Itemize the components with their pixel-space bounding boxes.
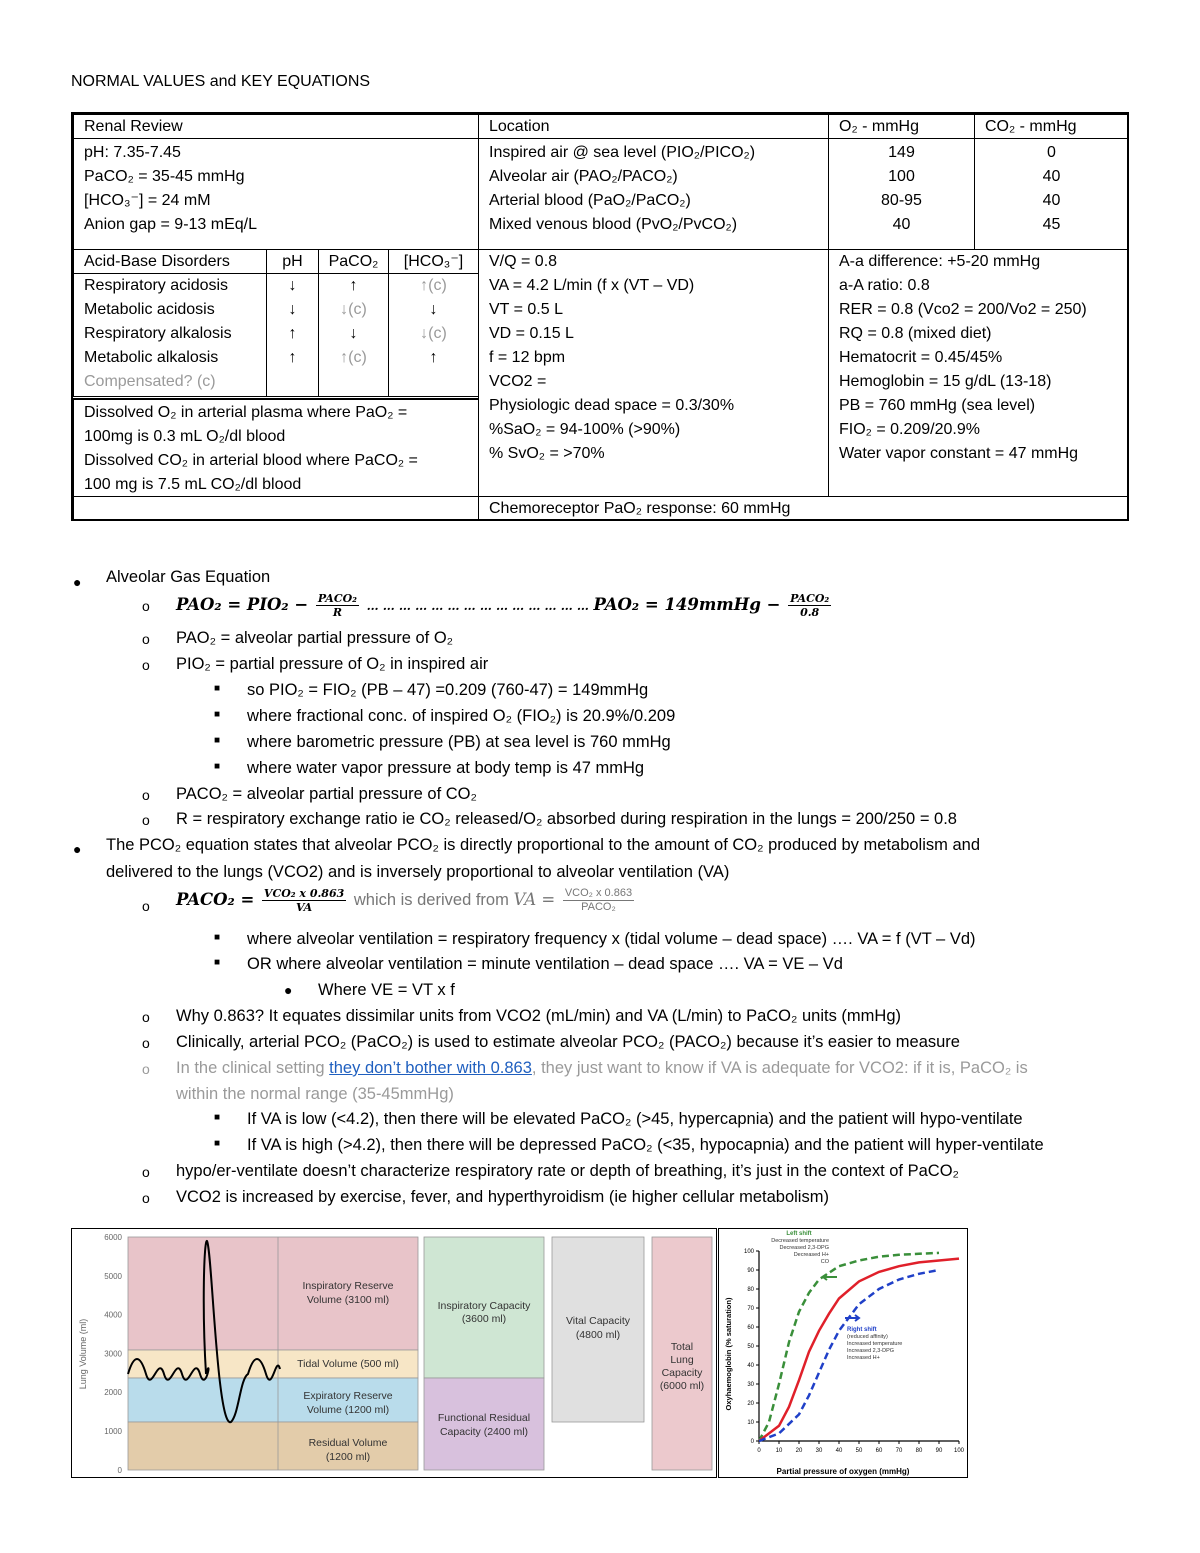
square-bullet-icon: ■ (214, 1138, 221, 1149)
lung-ytick: 5000 (104, 1271, 122, 1281)
location-header: Location (478, 114, 829, 139)
arrow: ↓ (288, 277, 297, 294)
pao2-definition: PAO₂ = alveolar partial pressure of O₂ (176, 629, 454, 647)
ph-header: pH (266, 249, 319, 274)
misc-line: Water vapor constant = 47 mmHg (839, 445, 1079, 462)
renal-anion-gap: Anion gap = 9-13 mEq/L (84, 216, 258, 233)
frc-label-1: Functional Residual (437, 1412, 531, 1424)
circle-bullet-icon: o (142, 1009, 150, 1025)
vc-label-2: (4800 ml) (575, 1329, 621, 1341)
misc-line: Hematocrit = 0.45/45% (839, 349, 1003, 366)
lung-volume-figure (71, 1228, 717, 1478)
why-0863: Why 0.863? It equates dissimilar units from VCO2 (mL/min) and VA (L/min) to PaCO₂ units (mmHg) (176, 1007, 902, 1025)
y-tick-label: 70 (747, 1306, 754, 1312)
o2-values (828, 138, 975, 250)
va-high: If VA is high (>4.2), then there will be depressed PaCO₂ (<35, hypocapnia) and the patient will hyper-ventilate (247, 1136, 1044, 1154)
circle-bullet-icon: o (142, 631, 150, 647)
paco2-definition: PACO₂ = alveolar partial pressure of CO₂ (176, 785, 477, 803)
empty-cell (73, 496, 479, 521)
rv-label-1: Residual Volume (308, 1437, 388, 1449)
o2-header: O₂ - mmHg (828, 114, 975, 139)
bullet-icon: ● (284, 982, 293, 998)
y-tick-label: 0 (750, 1439, 754, 1445)
disorder-names (73, 273, 267, 397)
o2-value: 149 (888, 144, 915, 161)
x-tick-label: 100 (953, 1448, 965, 1454)
arrow: ↑ (288, 325, 297, 342)
co2-value: 40 (1042, 168, 1061, 185)
irv-label-2: Volume (3100 ml) (306, 1294, 390, 1306)
x-tick-label: 60 (875, 1448, 883, 1454)
renal-header: Renal Review (73, 114, 479, 139)
vent-line: VCO2 = (489, 373, 547, 390)
y-tick-label: 60 (747, 1325, 754, 1331)
disorder-resp-alkalosis: Respiratory alkalosis (84, 325, 232, 342)
location-rows (478, 138, 829, 250)
square-bullet-icon: ■ (214, 683, 221, 694)
acid-base-header: Acid-Base Disorders (73, 249, 267, 274)
lung-ytick: 2000 (104, 1388, 122, 1398)
co2-value: 0 (1047, 144, 1056, 161)
vent-line: VA = 4.2 L/min (f x (VT – VD) (489, 277, 695, 294)
arrow: ↑ (429, 349, 438, 366)
circle-bullet-icon: o (142, 1061, 150, 1077)
square-bullet-icon: ■ (214, 932, 221, 943)
alveolar-gas-title: Alveolar Gas Equation (106, 568, 271, 586)
oxygen-dissociation-chart (718, 1228, 968, 1478)
arrow: ↓ (349, 325, 358, 342)
renal-paco2: PaCO₂ = 35-45 mmHg (84, 168, 245, 185)
o2-value: 80-95 (881, 192, 922, 209)
x-tick-label: 80 (915, 1448, 923, 1454)
clinical-note: Clinically, arterial PCO₂ (PaCO₂) is used to estimate alveolar PCO₂ (PACO₂) because it’s easier to measure (176, 1033, 960, 1051)
tlc-label-2: Lung (670, 1354, 694, 1366)
circle-bullet-icon: o (142, 812, 150, 828)
square-bullet-icon: ■ (214, 761, 221, 772)
vent-line: Physiologic dead space = 0.3/30% (489, 397, 735, 414)
x-tick-label: 20 (795, 1448, 803, 1454)
left-arrow-icon (823, 1274, 837, 1280)
pco2-equation: PACO₂ = $\frac{\text{VCO₂ x 0.863}}{VA}$ which is derived from VA = $\frac{\text{VCO₂ x 0.863}}{\text{PACO₂}}$ (176, 887, 633, 915)
x-tick-label: 70 (895, 1448, 903, 1454)
x-tick-label: 30 (815, 1448, 823, 1454)
circle-bullet-icon: o (142, 657, 150, 673)
dissolved-gases (73, 398, 479, 497)
x-tick-label: 90 (935, 1448, 943, 1454)
arrow: ↓ (288, 301, 297, 318)
arrow: ↓(c) (420, 325, 447, 342)
lung-ytick: 3000 (104, 1349, 122, 1359)
tlc-label-1: Total (670, 1341, 694, 1353)
circle-bullet-icon: o (142, 598, 150, 614)
alv-vent-alt: OR where alveolar ventilation = minute ventilation – dead space …. VA = VE – Vd (247, 955, 843, 973)
right-shift-title: Right shift (847, 1327, 877, 1333)
note-link[interactable]: they don’t bother with 0.863 (329, 1059, 532, 1077)
co2-value: 45 (1042, 216, 1061, 233)
disorder-met-acidosis: Metabolic acidosis (84, 301, 215, 318)
misc-values (828, 249, 1129, 497)
renal-values (73, 138, 479, 250)
disorder-resp-acidosis: Respiratory acidosis (84, 277, 229, 294)
lung-ylabel: Lung Volume (ml) (78, 1318, 88, 1390)
rv-label-2: (1200 ml) (325, 1451, 371, 1463)
ph-col (266, 273, 319, 397)
va-low: If VA is low (<4.2), then there will be elevated PaCO₂ (>45, hypercapnia) and the patient will hypo-ventilate (247, 1110, 1023, 1128)
right-note: (reduced affinity) (847, 1334, 888, 1340)
x-tick-label: 10 (775, 1448, 783, 1454)
y-tick-label: 20 (747, 1401, 754, 1407)
lung-ytick: 4000 (104, 1310, 122, 1320)
y-tick-label: 80 (747, 1287, 754, 1293)
right-note: Increased temperature (847, 1341, 903, 1347)
arrow: ↑ (288, 349, 297, 366)
vent-line: VT = 0.5 L (489, 301, 563, 318)
left-shift-title: Left shift (786, 1231, 812, 1237)
tlc-label-3: Capacity (661, 1367, 703, 1379)
ic-label-2: (3600 ml) (461, 1313, 507, 1325)
x-tick-label: 40 (835, 1448, 843, 1454)
left-note: CO (820, 1259, 829, 1265)
misc-line: a-A ratio: 0.8 (839, 277, 930, 294)
tv-label: Tidal Volume (500 ml) (297, 1358, 399, 1370)
arrow: ↑(c) (420, 277, 447, 294)
hco3-header: [HCO₃⁻] (388, 249, 479, 274)
clinical-setting-note-2: within the normal range (35-45mmHg) (176, 1085, 454, 1103)
loc-inspired: Inspired air @ sea level (PIO₂/PICO₂) (489, 144, 756, 161)
circle-bullet-icon: o (142, 898, 150, 914)
vent-line: V/Q = 0.8 (489, 253, 558, 270)
misc-line: PB = 760 mmHg (sea level) (839, 397, 1036, 414)
water-vapor-note: where water vapor pressure at body temp is 47 mmHg (247, 759, 645, 777)
arrow: ↓ (429, 301, 438, 318)
arrow: ↑(c) (340, 349, 367, 366)
chemoreceptor-cell: Chemoreceptor PaO₂ response: 60 mmHg (478, 496, 1129, 521)
circle-bullet-icon: o (142, 1190, 150, 1206)
chart-xlabel: Partial pressure of oxygen (mmHg) (776, 1467, 910, 1476)
r-definition: R = respiratory exchange ratio ie CO₂ released/O₂ absorbed during respiration in the lungs = 200/250 = 0.8 (176, 810, 957, 828)
square-bullet-icon: ■ (214, 957, 221, 968)
hypo-note: hypo/er-ventilate doesn’t characterize respiratory rate or depth of breathing, it’s just in the context of PaCO₂ (176, 1162, 959, 1180)
right-note: Increased 2,3-DPG (847, 1348, 895, 1354)
renal-ph: pH: 7.35-7.45 (84, 144, 181, 161)
circle-bullet-icon: o (142, 1035, 150, 1051)
page-title: NORMAL VALUES and KEY EQUATIONS (71, 73, 371, 90)
erv-label-1: Expiratory Reserve (303, 1390, 393, 1402)
y-tick-label: 30 (747, 1382, 754, 1388)
misc-line: RQ = 0.8 (mixed diet) (839, 325, 992, 342)
misc-line: A-a difference: +5-20 mmHg (839, 253, 1041, 270)
o2-chart-svg (719, 1229, 967, 1477)
vent-line: VD = 0.15 L (489, 325, 574, 342)
paco2-col (318, 273, 389, 397)
ve-formula: Where VE = VT x f (318, 981, 455, 999)
hco3-col (388, 273, 479, 397)
misc-line: RER = 0.8 (Vco2 = 200/Vo2 = 250) (839, 301, 1087, 318)
frc-region (424, 1378, 544, 1470)
misc-line: FIO₂ = 0.209/20.9% (839, 421, 980, 438)
fio2-note: where fractional conc. of inspired O₂ (FIO₂) is 20.9%/0.209 (247, 707, 676, 725)
vent-line: % SvO₂ = >70% (489, 445, 605, 462)
x-tick-label: 50 (855, 1448, 863, 1454)
vc-label-1: Vital Capacity (565, 1315, 631, 1327)
y-tick-label: 10 (747, 1420, 754, 1426)
pio2-calc: so PIO₂ = FIO₂ (PB – 47) =0.209 (760-47) = 149mmHg (247, 681, 649, 699)
y-tick-label: 50 (747, 1344, 754, 1350)
dissolved-line: Dissolved O₂ in arterial plasma where PaO₂ = (84, 404, 408, 421)
square-bullet-icon: ■ (214, 709, 221, 720)
frc-label-2: Capacity (2400 ml) (439, 1426, 529, 1438)
square-bullet-icon: ■ (214, 735, 221, 746)
disorder-met-alkalosis: Metabolic alkalosis (84, 349, 219, 366)
clinical-setting-note: In the clinical setting they don’t bother with 0.863, they just want to know if VA is adequate for VCO2: if it is, PaCO₂ is (176, 1059, 1028, 1077)
renal-hco3: [HCO₃⁻] = 24 mM (84, 192, 211, 209)
right-note: Increased H+ (847, 1355, 880, 1361)
lung-ytick: 1000 (104, 1427, 122, 1436)
arrow: ↑ (349, 277, 358, 294)
loc-venous: Mixed venous blood (PvO₂/PvCO₂) (489, 216, 738, 233)
left-note: Decreased 2,3-DPG (779, 1245, 829, 1251)
alv-vent-formula: where alveolar ventilation = respiratory frequency x (tidal volume – dead space) …. VA = f (VT – Vd) (247, 930, 976, 948)
ic-label-1: Inspiratory Capacity (437, 1300, 531, 1312)
loc-alveolar: Alveolar air (PAO₂/PACO₂) (489, 168, 678, 185)
y-tick-label: 100 (743, 1249, 754, 1255)
y-tick-label: 40 (747, 1363, 754, 1369)
co2-value: 40 (1042, 192, 1061, 209)
pio2-definition: PIO₂ = partial pressure of O₂ in inspired air (176, 655, 489, 673)
bullet-icon: ● (73, 841, 82, 857)
left-note: Decreased temperature (771, 1238, 829, 1244)
y-tick-label: 90 (747, 1268, 754, 1274)
o2-value: 40 (892, 216, 911, 233)
normal-values-table (71, 112, 1129, 521)
vent-line: %SaO₂ = 94-100% (>90%) (489, 421, 681, 438)
lung-volume-svg (72, 1229, 716, 1477)
compensated-note: Compensated? (c) (84, 373, 216, 390)
x-tick-label: 0 (757, 1448, 761, 1454)
square-bullet-icon: ■ (214, 1112, 221, 1123)
bullet-icon: ● (73, 574, 82, 590)
erv-label-2: Volume (1200 ml) (306, 1404, 390, 1416)
pco2-statement-1: The PCO₂ equation states that alveolar PCO₂ is directly proportional to the amount of CO₂ produced by metabolism and (106, 836, 980, 854)
misc-line: Hemoglobin = 15 g/dL (13-18) (839, 373, 1052, 390)
alveolar-gas-equation: PAO₂ = PIO₂ − $\frac{\text{PACO₂}}{R}$ … … … … … … … … … … … … … … PAO₂ = 149mmHg − $\frac{\text{PACO₂}}{0.8}$ (176, 592, 830, 620)
arrow: ↓(c) (340, 301, 367, 318)
vco2-note: VCO2 is increased by exercise, fever, and hyperthyroidism (ie higher cellular metabolism) (176, 1188, 829, 1206)
circle-bullet-icon: o (142, 1164, 150, 1180)
o2-value: 100 (888, 168, 915, 185)
dissolved-line: Dissolved CO₂ in arterial blood where PaCO₂ = (84, 452, 418, 469)
tlc-label-4: (6000 ml) (659, 1380, 705, 1392)
left-note: Decreased H+ (793, 1252, 829, 1258)
co2-values (974, 138, 1129, 250)
lung-ytick: 6000 (104, 1233, 122, 1242)
pb-note: where barometric pressure (PB) at sea level is 760 mmHg (247, 733, 671, 751)
ventilation-values (478, 249, 829, 497)
dissolved-line: 100mg is 0.3 mL O₂/dl blood (84, 428, 286, 445)
pco2-statement-2: delivered to the lungs (VCO2) and is inversely proportional to alveolar ventilation (VA) (106, 863, 730, 881)
circle-bullet-icon: o (142, 787, 150, 803)
lung-ytick: 0 (117, 1465, 122, 1475)
co2-header: CO₂ - mmHg (974, 114, 1129, 139)
loc-arterial: Arterial blood (PaO₂/PaCO₂) (489, 192, 691, 209)
vent-line: f = 12 bpm (489, 349, 566, 366)
irv-label-1: Inspiratory Reserve (302, 1280, 394, 1292)
paco2-header: PaCO₂ (318, 249, 389, 274)
chart-ylabel: Oxyhaemoglobin (% saturation) (724, 1297, 733, 1411)
dissolved-line: 100 mg is 7.5 mL CO₂/dl blood (84, 476, 302, 493)
